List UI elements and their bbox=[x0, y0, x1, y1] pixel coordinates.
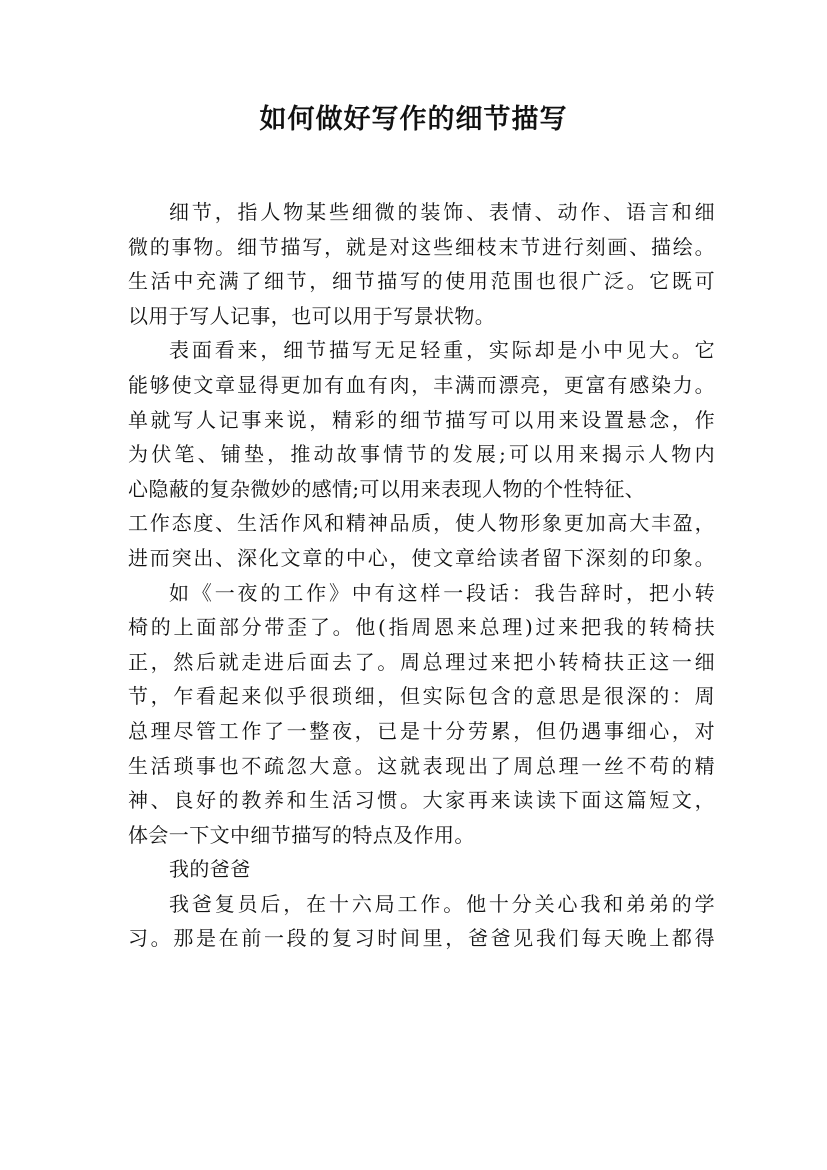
text-line: 心隐蔽的复杂微妙的感情;可以用来表现人物的个性特征、 bbox=[128, 476, 646, 501]
text-line: 表面看来，细节描写无足轻重，实际却是小中见大。它 bbox=[169, 338, 715, 363]
document-title: 如何做好写作的细节描写 bbox=[259, 104, 568, 135]
document-body bbox=[128, 195, 715, 956]
text-line: 以用于写人记事，也可以用于写景状物。 bbox=[128, 303, 496, 328]
text-line: 椅的上面部分带歪了。他(指周恩来总理)过来把我的转椅扶 bbox=[128, 615, 715, 640]
text-line: 单就写人记事来说，精彩的细节描写可以用来设置悬念，作 bbox=[128, 407, 715, 432]
text-line: 节，乍看起来似乎很琐细，但实际包含的意思是很深的：周 bbox=[128, 684, 715, 709]
text-line: 正，然后就走进后面去了。周总理过来把小转椅扶正这一细 bbox=[128, 649, 715, 674]
text-line: 我的爸爸 bbox=[169, 857, 251, 882]
text-line: 如《一夜的工作》中有这样一段话：我告辞时，把小转 bbox=[169, 580, 715, 605]
text-line: 生活琐事也不疏忽大意。这就表现出了周总理一丝不苟的精 bbox=[128, 753, 715, 778]
text-line: 进而突出、深化文章的中心，使文章给读者留下深刻的印象。 bbox=[128, 545, 715, 570]
text-line: 生活中充满了细节，细节描写的使用范围也很广泛。它既可 bbox=[128, 269, 715, 294]
text-line: 体会一下文中细节描写的特点及作用。 bbox=[128, 822, 475, 847]
text-line: 能够使文章显得更加有血有肉，丰满而漂亮，更富有感染力。 bbox=[128, 372, 715, 397]
text-line: 我爸复员后，在十六局工作。他十分关心我和弟弟的学 bbox=[169, 891, 715, 916]
text-line: 细节，指人物某些细微的装饰、表情、动作、语言和细 bbox=[169, 200, 715, 224]
text-line: 神、良好的教养和生活习惯。大家再来读读下面这篇短文， bbox=[128, 788, 715, 813]
text-line: 总理尽管工作了一整夜，已是十分劳累，但仍遇事细心，对 bbox=[128, 718, 715, 743]
text-line: 工作态度、生活作风和精神品质，使人物形象更加高大丰盈， bbox=[128, 511, 715, 536]
text-line: 微的事物。细节描写，就是对这些细枝末节进行刻画、描绘。 bbox=[128, 234, 715, 259]
text-line: 习。那是在前一段的复习时间里，爸爸见我们每天晚上都得 bbox=[128, 926, 715, 951]
text-line: 为伏笔、铺垫，推动故事情节的发展;可以用来揭示人物内 bbox=[128, 442, 715, 467]
